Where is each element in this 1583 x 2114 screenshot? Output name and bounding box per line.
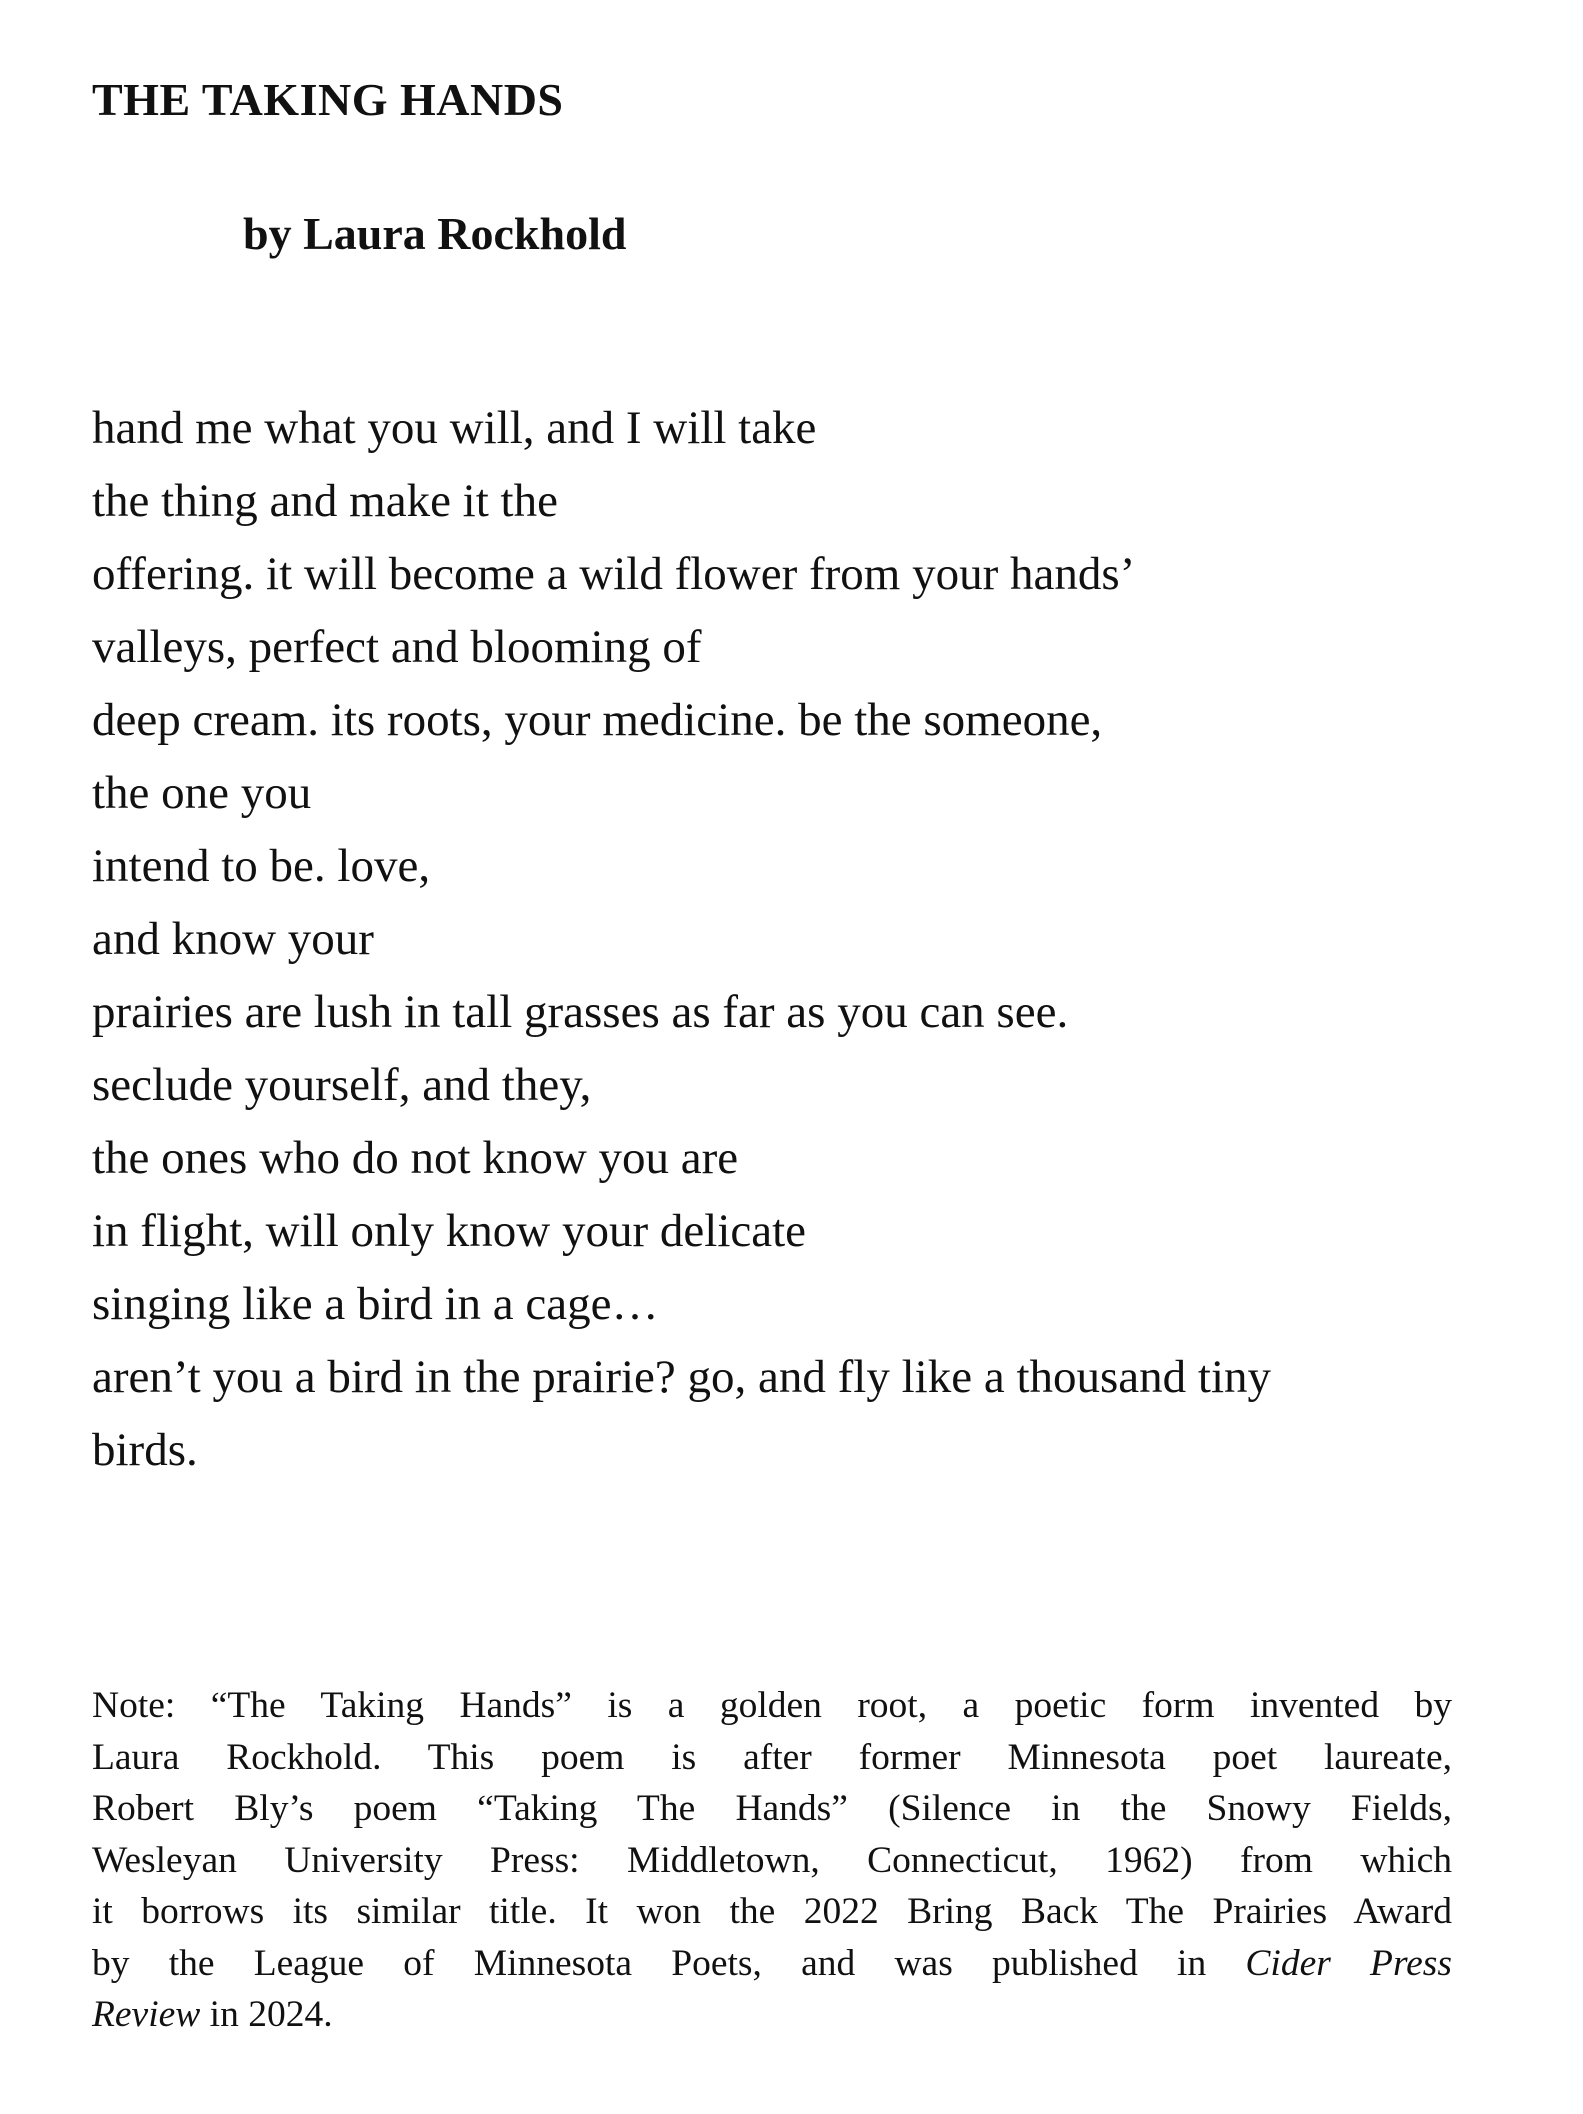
- note-line: Robert Bly’s poem “Taking The Hands” (Silence in the Snowy Fields,: [92, 1788, 1452, 1829]
- poem-line: intend to be. love,: [92, 840, 431, 892]
- publication-title-part1: Cider Press: [1245, 1942, 1452, 1984]
- poem-line: birds.: [92, 1424, 198, 1476]
- poem-line: hand me what you will, and I will take: [92, 402, 817, 454]
- note-text: by the League of Minnesota Poets, and was published in: [92, 1942, 1246, 1984]
- note-line: it borrows its similar title. It won the 2022 Bring Back The Prairies Award: [92, 1891, 1452, 1932]
- poem-line: and know your: [92, 913, 374, 965]
- note-line: [92, 1989, 1452, 2041]
- publication-title-part2: Review: [92, 1994, 201, 2035]
- note-line: Note: “The Taking Hands” is a golden root, a poetic form invented by: [92, 1685, 1452, 1726]
- note-line: Laura Rockhold. This poem is after former Minnesota poet laureate,: [92, 1736, 1452, 1778]
- note-line: [92, 1938, 1452, 1990]
- poem-line: the one you: [92, 767, 312, 819]
- poem-line: seclude yourself, and they,: [92, 1059, 592, 1111]
- poem-line: singing like a bird in a cage…: [92, 1278, 659, 1330]
- poem-line: prairies are lush in tall grasses as far as you can see.: [92, 986, 1069, 1038]
- poem-title: THE TAKING HANDS: [92, 74, 564, 125]
- poem-line: valleys, perfect and blooming of: [92, 621, 702, 673]
- poem-byline: by Laura Rockhold: [243, 208, 627, 259]
- author-note: [92, 1680, 1452, 2041]
- note-line: Wesleyan University Press: Middletown, Connecticut, 1962) from which: [92, 1839, 1452, 1881]
- poem-line: in flight, will only know your delicate: [92, 1205, 807, 1257]
- poem-line: deep cream. its roots, your medicine. be the someone,: [92, 694, 1103, 746]
- poem-body: [92, 392, 1562, 1487]
- note-text: in 2024.: [200, 1994, 333, 2035]
- poem-line: aren’t you a bird in the prairie? go, and fly like a thousand tiny: [92, 1351, 1272, 1403]
- poem-line: the ones who do not know you are: [92, 1132, 739, 1184]
- poem-line: the thing and make it the: [92, 475, 558, 527]
- poem-line: offering. it will become a wild flower from your hands’: [92, 548, 1136, 600]
